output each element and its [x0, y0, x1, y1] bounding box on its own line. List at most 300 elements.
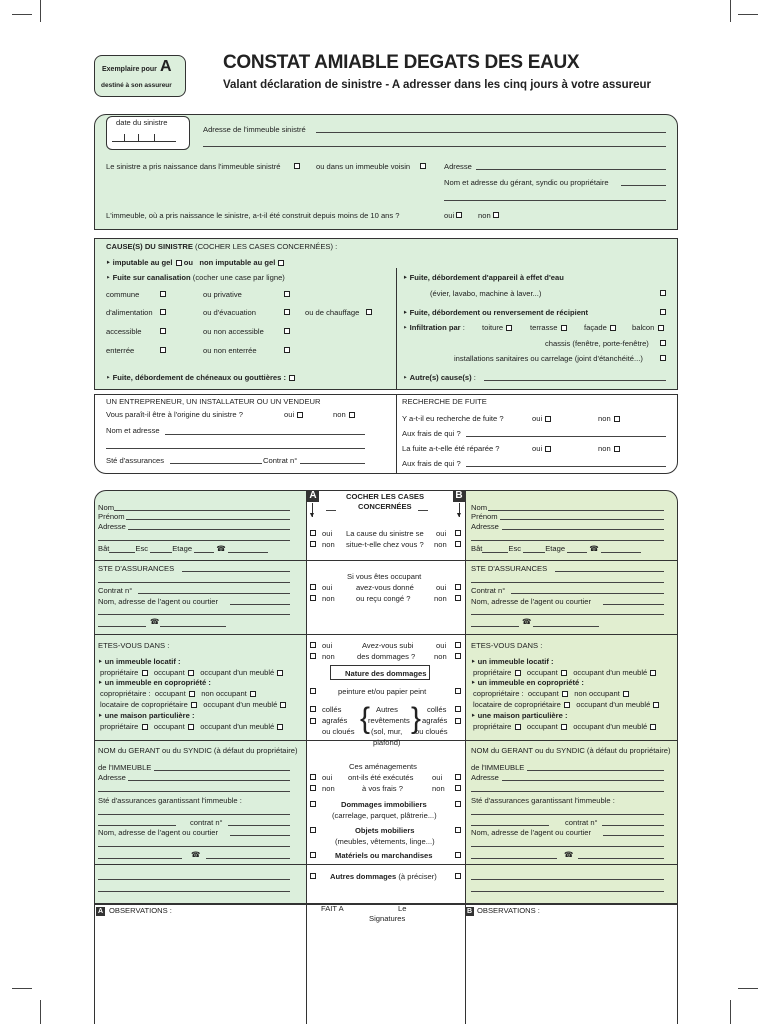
- a-contrat-label: Contrat n°: [98, 586, 133, 595]
- a-agrafes-label: agrafés: [322, 716, 348, 725]
- b-cause-oui-checkbox[interactable]: [455, 530, 461, 536]
- b-ste-input[interactable]: [555, 571, 664, 572]
- canal-note: (cocher une case par ligne): [192, 273, 285, 282]
- a-ste-input[interactable]: [182, 571, 290, 572]
- enterree-label: enterrée: [106, 346, 135, 355]
- chauffage-checkbox[interactable]: [366, 309, 372, 315]
- entrepreneur-non-label: non: [333, 410, 346, 419]
- a-copro-occupant-checkbox[interactable]: [189, 691, 195, 697]
- b-agent2-tel-2[interactable]: [578, 858, 664, 859]
- a-cause-non-checkbox[interactable]: [310, 541, 316, 547]
- construit-non-label: non: [478, 211, 491, 220]
- evier-label: (évier, lavabo, machine à laver...): [430, 289, 542, 298]
- b-agent-label: Nom, adresse de l'agent ou courtier: [471, 597, 592, 606]
- b-maison-meuble-checkbox[interactable]: [650, 724, 656, 730]
- a-maison-occupant-checkbox[interactable]: [188, 724, 194, 730]
- b-colles-checkbox[interactable]: [455, 706, 461, 712]
- a-agent-label: Nom, adresse de l'agent ou courtier: [98, 597, 219, 606]
- a-agent-input[interactable]: [230, 604, 290, 605]
- immob-label: Dommages immobiliers: [341, 800, 427, 809]
- b-contrat-label: Contrat n°: [471, 586, 506, 595]
- b-ste-garantissant-label: Sté d'assurances garantissant l'immeuble :: [471, 796, 615, 805]
- b-subi-non-checkbox[interactable]: [455, 653, 461, 659]
- b-prenom-input[interactable]: [500, 519, 664, 520]
- a-maison-meuble-checkbox[interactable]: [277, 724, 283, 730]
- reparee-non-label: non: [598, 444, 611, 453]
- b-ste-garantissant-input-2[interactable]: [471, 825, 549, 826]
- a-agent-input-2[interactable]: [98, 614, 290, 615]
- gerant-label: Nom et adresse du gérant, syndic ou propriétaire: [444, 178, 609, 187]
- chenaux-checkbox[interactable]: [289, 375, 295, 381]
- b-maison-row: ‣ une maison particulière :: [471, 711, 568, 720]
- b-gerant-adresse-input-2[interactable]: [471, 791, 664, 792]
- non-gel-checkbox[interactable]: [278, 260, 284, 266]
- a-mobil-checkbox[interactable]: [310, 827, 316, 833]
- a-colles-label: collés: [322, 705, 342, 714]
- entrepreneur-ste-input[interactable]: [170, 463, 262, 464]
- entrepreneur-oui-label: oui: [284, 410, 295, 419]
- cause-q2-label: situe-t-elle chez vous ?: [346, 540, 424, 549]
- a-locataire-checkbox[interactable]: [191, 702, 197, 708]
- a-phone-icon: ☎: [216, 544, 226, 553]
- exemplaire-box: [94, 55, 186, 97]
- recherche-title: RECHERCHE DE FUITE: [402, 397, 487, 406]
- a-adresse-input[interactable]: [128, 529, 290, 530]
- construit-oui-checkbox[interactable]: [456, 212, 462, 218]
- entrepreneur-ste-label: Sté d'assurances: [106, 456, 165, 465]
- signature-area[interactable]: [310, 926, 462, 1020]
- chauffage-label: ou de chauffage: [305, 308, 360, 317]
- b-agent-input-2[interactable]: [471, 614, 664, 615]
- a-occ-oui-label: oui: [322, 583, 333, 592]
- exemplaire-label: Exemplaire pour: [102, 66, 157, 73]
- b-cause-non-checkbox[interactable]: [455, 541, 461, 547]
- balcon-checkbox[interactable]: [658, 325, 664, 331]
- amen1-label: Ces aménagements: [349, 762, 417, 771]
- infiltration-row: ‣ Infiltration par :: [403, 323, 465, 332]
- b-subi-oui-label: oui: [436, 641, 447, 650]
- obs-b-input[interactable]: [469, 918, 675, 1018]
- reparee-frais-input[interactable]: [466, 466, 666, 467]
- appareil-row: ‣ Fuite, débordement d'appareil à effet d'eau: [403, 273, 564, 282]
- autres-causes-row: ‣ Autre(s) cause(s) :: [403, 373, 476, 382]
- nature-label: Nature des dommages: [345, 669, 427, 678]
- a-nom-input[interactable]: [114, 510, 290, 511]
- a-contrat-input[interactable]: [138, 593, 290, 594]
- a-amen-oui-label: oui: [322, 773, 333, 782]
- b-immob-checkbox[interactable]: [455, 801, 461, 807]
- a-cause-oui-label: oui: [322, 529, 333, 538]
- recherche-frais-label: Aux frais de qui ?: [402, 429, 461, 438]
- obs-a-label: OBSERVATIONS :: [109, 906, 172, 915]
- b-copro-options: copropriétaire : occupant non occupant: [473, 689, 629, 698]
- a-autres-input[interactable]: [98, 879, 290, 880]
- right-brace-icon: }: [411, 702, 422, 735]
- b-gerant-label: NOM du GERANT ou du SYNDIC (à défaut du propriétaire): [471, 746, 671, 755]
- b-agent2-input-2[interactable]: [471, 846, 664, 847]
- a-ste-garantissant-input-2[interactable]: [98, 825, 176, 826]
- autres-causes-label: Autre(s) cause(s): [409, 373, 472, 382]
- b-copro-occupant-checkbox[interactable]: [562, 691, 568, 697]
- b-meuble-checkbox[interactable]: [650, 670, 656, 676]
- a-agent-tel-2[interactable]: [160, 626, 226, 627]
- fait-a-label: FAIT A: [321, 904, 344, 913]
- b-adresse-input-2[interactable]: [471, 540, 664, 541]
- enterree-checkbox[interactable]: [160, 347, 166, 353]
- b-occ-non-checkbox[interactable]: [455, 595, 461, 601]
- b-gerant-adresse-input[interactable]: [502, 780, 664, 781]
- canal-row: ‣ Fuite sur canalisation (cocher une case par ligne): [106, 273, 285, 282]
- adresse-voisin-input[interactable]: [476, 169, 666, 170]
- balcon-row: [632, 323, 664, 332]
- entrepreneur-contrat-input[interactable]: [300, 463, 365, 464]
- canal-label: Fuite sur canalisation: [112, 273, 191, 282]
- b-occ-oui-checkbox[interactable]: [455, 584, 461, 590]
- a-proprietaire-checkbox[interactable]: [142, 670, 148, 676]
- recherche-non-label: non: [598, 414, 611, 423]
- b-adresse-input[interactable]: [502, 529, 664, 530]
- subi1-label: Avez-vous subi: [362, 641, 414, 650]
- a-phone2-icon: ☎: [150, 617, 160, 626]
- obs-a-input[interactable]: [98, 918, 304, 1018]
- b-occ-non-label: non: [434, 594, 447, 603]
- a-colles-checkbox[interactable]: [310, 706, 316, 712]
- autres-dom-note: (à préciser): [398, 872, 437, 881]
- b-occ-oui-label: oui: [436, 583, 447, 592]
- a-gerant-adresse-input[interactable]: [128, 780, 290, 781]
- facade-label: façade: [584, 323, 607, 332]
- adresse-immeuble-line2[interactable]: [203, 146, 666, 147]
- gerant-input-2[interactable]: [444, 200, 666, 201]
- a-locataire-row: locataire de copropriétaire occupant d'un meublé: [100, 700, 286, 709]
- construit-label: L'immeuble, où a pris naissance le sinistre, a-t-il été construit depuis moins de 10 ans ?: [106, 211, 400, 220]
- b-proprietaire-checkbox[interactable]: [515, 670, 521, 676]
- a-copro-row: ‣ un immeuble en copropriété :: [98, 678, 211, 687]
- b-subi-oui-checkbox[interactable]: [455, 642, 461, 648]
- a-copro-non-occupant-checkbox[interactable]: [250, 691, 256, 697]
- a-amen-non-checkbox[interactable]: [310, 785, 316, 791]
- a-agent2-input-2[interactable]: [98, 846, 290, 847]
- a-agent2-label: Nom, adresse de l'agent ou courtier: [98, 828, 219, 837]
- a-ste-garantissant-label: Sté d'assurances garantissant l'immeuble :: [98, 796, 242, 805]
- a-prenom-input[interactable]: [126, 519, 290, 520]
- a-occ-non-label: non: [322, 594, 335, 603]
- appareil-label: Fuite, débordement d'appareil à effet d'eau: [409, 273, 564, 282]
- installations-checkbox[interactable]: [660, 355, 666, 361]
- occ1-label: Si vous êtes occupant: [347, 572, 422, 581]
- b-maison-proprietaire-checkbox[interactable]: [515, 724, 521, 730]
- amen2-label: ont-ils été exécutés: [348, 773, 414, 782]
- page-title: CONSTAT AMIABLE DEGATS DES EAUX: [223, 52, 580, 73]
- entrepreneur-non-checkbox[interactable]: [349, 412, 355, 418]
- b-agent2-label: Nom, adresse de l'agent ou courtier: [471, 828, 592, 837]
- nonenterree-label: ou non enterrée: [203, 346, 257, 355]
- entrepreneur-non-row: [333, 410, 355, 419]
- signatures-label: Signatures: [369, 914, 406, 923]
- autres4-label: plafond): [373, 738, 401, 747]
- reparee-non-checkbox[interactable]: [614, 446, 620, 452]
- chenaux-label: Fuite, débordement de chéneaux ou gouttières :: [112, 373, 287, 382]
- b-locataire-meuble-checkbox[interactable]: [653, 702, 659, 708]
- party-b-marker: B: [453, 490, 465, 502]
- mobil-note: (meubles, vêtements, linge...): [335, 837, 435, 846]
- page-subtitle: Valant déclaration de sinistre - A adresser dans les cinq jours à votre assureur: [223, 79, 652, 91]
- construit-oui-label: oui: [444, 211, 455, 220]
- autres-causes-input[interactable]: [484, 380, 666, 381]
- b-materiels-checkbox[interactable]: [455, 852, 461, 858]
- recherche-frais-input[interactable]: [466, 436, 666, 437]
- a-copro-options: copropriétaire : occupant non occupant: [100, 689, 256, 698]
- reparee-oui-checkbox[interactable]: [545, 446, 551, 452]
- a-maison-proprietaire-checkbox[interactable]: [142, 724, 148, 730]
- facade-row: [584, 323, 616, 332]
- terrasse-row: [530, 323, 567, 332]
- date-label: date du sinistre: [116, 118, 168, 127]
- b-etes-label: ETES-VOUS DANS :: [471, 641, 543, 650]
- gel-label: imputable au gel: [112, 258, 173, 267]
- arrow-b-icon: ▼: [455, 512, 463, 519]
- a-subi-oui-checkbox[interactable]: [310, 642, 316, 648]
- chenaux-row: ‣ Fuite, débordement de chéneaux ou gouttières :: [106, 373, 295, 382]
- a-locataire-meuble-checkbox[interactable]: [280, 702, 286, 708]
- naissance-checkbox[interactable]: [294, 163, 300, 169]
- nonaccess-label: ou non accessible: [203, 327, 264, 336]
- evac-checkbox[interactable]: [284, 309, 290, 315]
- b-nom-input[interactable]: [488, 510, 664, 511]
- b-ste-garantissant-input[interactable]: [471, 814, 664, 815]
- a-amen-non-label: non: [322, 784, 335, 793]
- b-adresse-label: Adresse: [471, 522, 499, 531]
- chassis-label: chassis (fenêtre, porte-fenêtre): [545, 339, 649, 348]
- recherche-q1: Y a-t-il eu recherche de fuite ?: [402, 414, 504, 423]
- reparee-non-row: [598, 444, 620, 453]
- commune-checkbox[interactable]: [160, 291, 166, 297]
- recherche-oui-row: [532, 414, 551, 423]
- a-ste-garantissant-input[interactable]: [98, 814, 290, 815]
- mobil-label: Objets mobiliers: [355, 826, 415, 835]
- occ2-label: avez-vous donné: [356, 583, 414, 592]
- a-nom-label: Nom: [98, 503, 115, 512]
- a-gerant-adresse-input-2[interactable]: [98, 791, 290, 792]
- b-gerant-adresse-label: Adresse: [471, 773, 499, 782]
- privative-checkbox[interactable]: [284, 291, 290, 297]
- arrow-a-icon: ▼: [308, 512, 316, 519]
- entrepreneur-contrat-label: Contrat n°: [263, 456, 298, 465]
- a-occ-oui-checkbox[interactable]: [310, 584, 316, 590]
- cause-q1-label: La cause du sinistre se: [346, 529, 424, 538]
- reparee-oui-label: oui: [532, 444, 543, 453]
- recherche-non-row: [598, 414, 620, 423]
- b-maison-options: propriétaire occupant occupant d'un meublé: [473, 722, 656, 731]
- b-nom-label: Nom: [471, 503, 488, 512]
- b-locataire-checkbox[interactable]: [564, 702, 570, 708]
- a-autres-input-2[interactable]: [98, 891, 290, 892]
- entrepreneur-origine: Vous paraît-il être à l'origine du sinistre ?: [106, 410, 243, 419]
- a-amen-oui-checkbox[interactable]: [310, 774, 316, 780]
- b-contrat2-label: contrat n°: [565, 818, 598, 827]
- balcon-label: balcon: [632, 323, 655, 332]
- obs-b-label: OBSERVATIONS :: [477, 906, 540, 915]
- a-contrat2-label: contrat n°: [190, 818, 223, 827]
- b-agent-tel-1[interactable]: [471, 626, 519, 627]
- b-cloues-label: ou cloués: [415, 727, 448, 736]
- amen3-label: à vos frais ?: [362, 784, 403, 793]
- construit-non-checkbox[interactable]: [493, 212, 499, 218]
- b-contrat-input[interactable]: [511, 593, 664, 594]
- installations-label: installations sanitaires ou carrelage (joint d'étanchéité...): [454, 354, 643, 363]
- recipient-row: ‣ Fuite, débordement ou renversement de récipient: [403, 308, 589, 317]
- b-agent2-input[interactable]: [603, 835, 664, 836]
- infiltration-label: Infiltration par: [409, 323, 461, 332]
- gel-ou: ou: [183, 258, 194, 267]
- chassis-checkbox[interactable]: [660, 340, 666, 346]
- a-gerant-adresse-label: Adresse: [98, 773, 126, 782]
- terrasse-checkbox[interactable]: [561, 325, 567, 331]
- a-peinture-checkbox[interactable]: [310, 688, 316, 694]
- entrepreneur-nom-input-2[interactable]: [106, 448, 365, 449]
- b-ste-input-2[interactable]: [471, 582, 664, 583]
- toiture-label: toiture: [482, 323, 504, 332]
- a-subi-non-checkbox[interactable]: [310, 653, 316, 659]
- b-peinture-checkbox[interactable]: [455, 688, 461, 694]
- a-subi-oui-label: oui: [322, 641, 333, 650]
- a-cause-non-label: non: [322, 540, 335, 549]
- autres2-label: revêtements: [368, 716, 410, 725]
- causes-note: (COCHER LES CASES CONCERNÉES) :: [195, 242, 338, 251]
- a-agent2-tel-1[interactable]: [98, 858, 182, 859]
- exemplaire-letter: A: [160, 58, 172, 75]
- voisin-label: ou dans un immeuble voisin: [316, 162, 411, 171]
- le-label: Le: [398, 904, 407, 913]
- privative-label: ou privative: [203, 290, 242, 299]
- b-copro-row: ‣ un immeuble en copropriété :: [471, 678, 584, 687]
- recherche-q2: La fuite a-t-elle été réparée ?: [402, 444, 500, 453]
- b-subi-non-label: non: [434, 652, 447, 661]
- evac-label: ou d'évacuation: [203, 308, 256, 317]
- reparee-frais-label: Aux frais de qui ?: [402, 459, 461, 468]
- a-autres-dom-checkbox[interactable]: [310, 873, 316, 879]
- a-phone3-icon: ☎: [191, 850, 201, 859]
- a-materiels-checkbox[interactable]: [310, 852, 316, 858]
- voisin-checkbox[interactable]: [420, 163, 426, 169]
- naissance-label: Le sinistre a pris naissance dans l'immeuble sinistré: [106, 162, 281, 171]
- autres3-label: (sol, mur,: [371, 727, 403, 736]
- a-ste-input-2[interactable]: [98, 582, 290, 583]
- entrepreneur-oui-checkbox[interactable]: [297, 412, 303, 418]
- a-immob-checkbox[interactable]: [310, 801, 316, 807]
- recherche-oui-label: oui: [532, 414, 543, 423]
- b-amen-oui-checkbox[interactable]: [455, 774, 461, 780]
- b-occupant-checkbox[interactable]: [561, 670, 567, 676]
- causes-title: CAUSE(S) DU SINISTRE: [106, 242, 193, 251]
- b-maison-occupant-checkbox[interactable]: [561, 724, 567, 730]
- b-immeuble-input[interactable]: [527, 770, 664, 771]
- b-phone3-icon: ☎: [564, 850, 574, 859]
- a-gerant-label: NOM du GERANT ou du SYNDIC (à défaut du propriétaire): [98, 746, 298, 755]
- b-locataire-row: locataire de copropriétaire occupant d'un meublé: [473, 700, 659, 709]
- b-agent-input[interactable]: [603, 604, 664, 605]
- materiels-label: Matériels ou marchandises: [335, 851, 433, 860]
- appareil-checkbox[interactable]: [660, 290, 666, 296]
- a-occ-non-checkbox[interactable]: [310, 595, 316, 601]
- a-subi-non-label: non: [322, 652, 335, 661]
- a-cloues-label: ou cloués: [322, 727, 355, 736]
- a-ste-label: STE D'ASSURANCES: [98, 564, 175, 573]
- entrepreneur-oui-row: [284, 410, 303, 419]
- b-locatif-options: propriétaire occupant occupant d'un meublé: [473, 668, 656, 677]
- b-amen-non-label: non: [432, 784, 445, 793]
- access-label: accessible: [106, 327, 142, 336]
- b-copro-non-occupant-checkbox[interactable]: [623, 691, 629, 697]
- b-autres-input[interactable]: [471, 879, 664, 880]
- gel-checkbox[interactable]: [176, 260, 182, 266]
- b-contrat2-input[interactable]: [602, 825, 664, 826]
- b-agrafes-checkbox[interactable]: [455, 718, 461, 724]
- occ3-label: ou reçu congé ?: [356, 594, 411, 603]
- a-cause-oui-checkbox[interactable]: [310, 530, 316, 536]
- concernees-label: CONCERNÉES: [358, 502, 412, 511]
- left-brace-icon: {: [360, 702, 371, 735]
- b-autres-dom-checkbox[interactable]: [455, 873, 461, 879]
- obs-b-marker: B: [466, 908, 473, 915]
- alim-checkbox[interactable]: [160, 309, 166, 315]
- b-phone-icon: ☎: [589, 544, 599, 553]
- b-prenom-label: Prénom: [471, 512, 498, 521]
- entrepreneur-title: UN ENTREPRENEUR, UN INSTALLATEUR OU UN VENDEUR: [106, 397, 321, 406]
- a-agent2-input[interactable]: [230, 835, 290, 836]
- b-agent2-tel-1[interactable]: [471, 858, 557, 859]
- facade-checkbox[interactable]: [610, 325, 616, 331]
- b-agent-tel-2[interactable]: [533, 626, 599, 627]
- a-adresse-input-2[interactable]: [98, 540, 290, 541]
- recipient-checkbox[interactable]: [660, 309, 666, 315]
- recherche-oui-checkbox[interactable]: [545, 416, 551, 422]
- autres-dom-label: Autres dommages: [330, 872, 397, 881]
- gerant-input[interactable]: [621, 185, 666, 186]
- a-agrafes-checkbox[interactable]: [310, 718, 316, 724]
- a-immeuble-input[interactable]: [154, 770, 290, 771]
- immob-note: (carrelage, parquet, plâtrerie...): [332, 811, 437, 820]
- nonaccess-checkbox[interactable]: [284, 328, 290, 334]
- b-mobil-checkbox[interactable]: [455, 827, 461, 833]
- access-checkbox[interactable]: [160, 328, 166, 334]
- recipient-label: Fuite, débordement ou renversement de récipient: [409, 308, 589, 317]
- a-meuble-checkbox[interactable]: [277, 670, 283, 676]
- b-amen-oui-label: oui: [432, 773, 443, 782]
- commune-label: commune: [106, 290, 140, 299]
- toiture-checkbox[interactable]: [506, 325, 512, 331]
- terrasse-label: terrasse: [530, 323, 558, 332]
- a-contrat2-input[interactable]: [228, 825, 290, 826]
- reparee-oui-row: [532, 444, 551, 453]
- peinture-label: peinture et/ou papier peint: [338, 687, 427, 696]
- adresse-voisin-label: Adresse: [444, 162, 472, 171]
- a-locatif-row: ‣ un immeuble locatif :: [98, 657, 181, 666]
- a-agent2-tel-2[interactable]: [206, 858, 290, 859]
- a-agent-tel-1[interactable]: [98, 626, 146, 627]
- entrepreneur-nom-label: Nom et adresse: [106, 426, 160, 435]
- a-occupant-checkbox[interactable]: [188, 670, 194, 676]
- date-input[interactable]: [112, 130, 176, 142]
- a-etes-label: ETES-VOUS DANS :: [98, 641, 170, 650]
- adresse-immeuble-input[interactable]: [316, 132, 666, 133]
- b-cause-oui-label: oui: [436, 529, 447, 538]
- nonenterree-checkbox[interactable]: [284, 347, 290, 353]
- b-amen-non-checkbox[interactable]: [455, 785, 461, 791]
- entrepreneur-nom-input[interactable]: [165, 434, 365, 435]
- b-autres-input-2[interactable]: [471, 891, 664, 892]
- recherche-non-checkbox[interactable]: [614, 416, 620, 422]
